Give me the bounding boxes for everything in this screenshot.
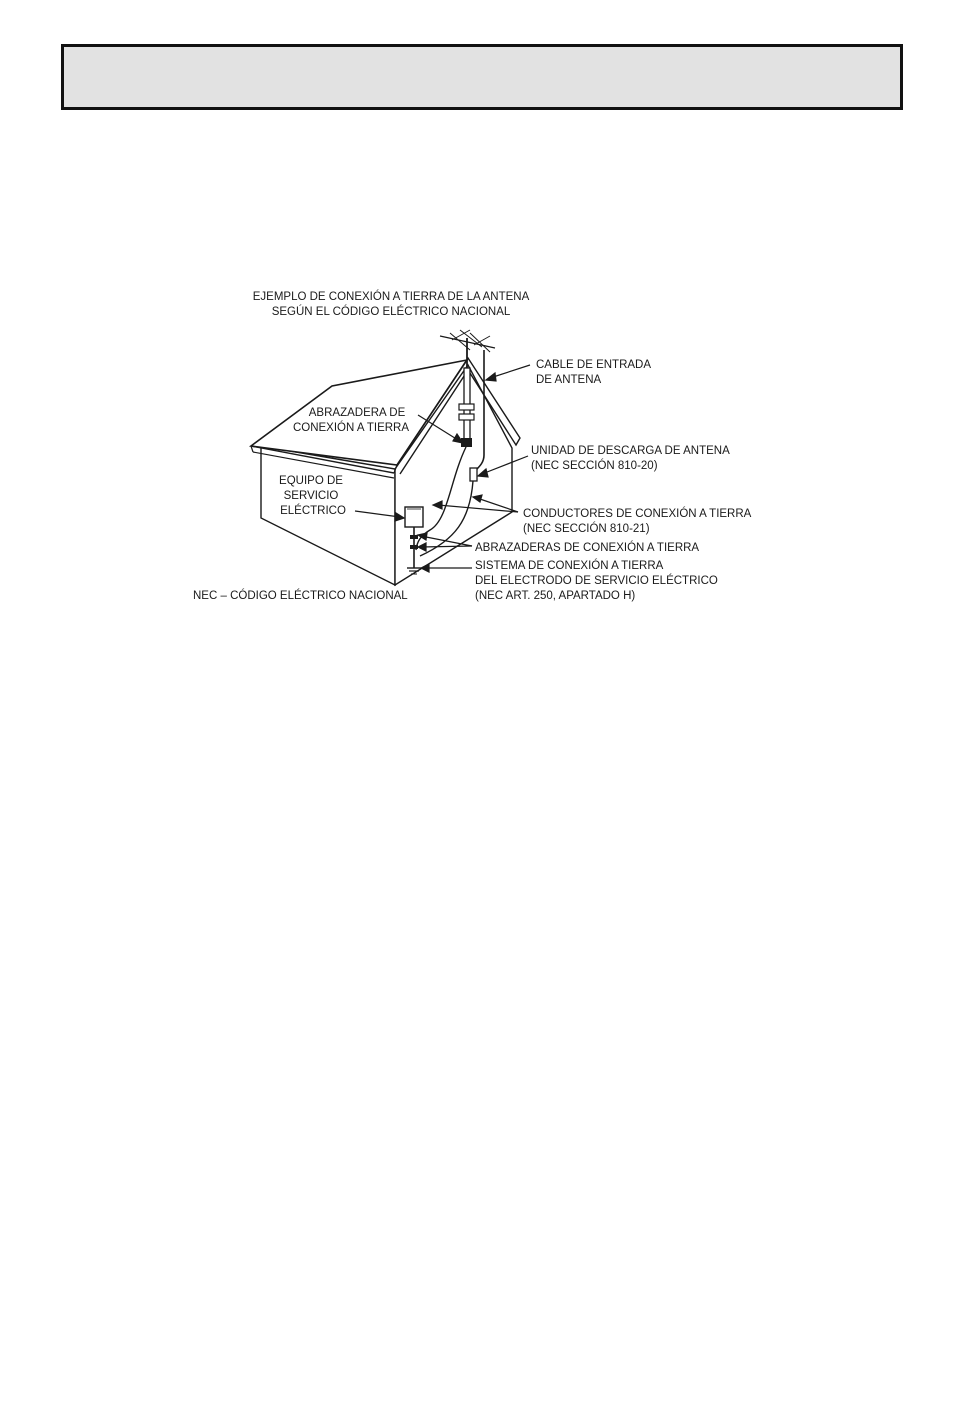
label-cable-line1: CABLE DE ENTRADA: [536, 359, 652, 371]
label-discharge-line1: UNIDAD DE DESCARGA DE ANTENA: [531, 445, 730, 457]
label-cable-line2: DE ANTENA: [536, 374, 602, 386]
label-system-line3: (NEC ART. 250, APARTADO H): [475, 590, 636, 602]
label-equipment-line1: EQUIPO DE: [279, 475, 343, 487]
label-conductors-line1: CONDUCTORES DE CONEXIÓN A TIERRA: [523, 508, 752, 520]
service-equipment-box: [405, 507, 423, 527]
label-clamp-line1: ABRAZADERA DE: [308, 407, 406, 419]
label-equipment-line2: SERVICIO: [283, 490, 339, 502]
ground-clamp-1: [410, 535, 418, 539]
label-nec-note: NEC – CÓDIGO ELÉCTRICO NACIONAL: [193, 590, 408, 602]
label-ground-clamps: ABRAZADERAS DE CONEXIÓN A TIERRA: [475, 542, 700, 554]
antenna-discharge-unit: [470, 468, 477, 481]
diagram-title-line2: SEGÚN EL CÓDIGO ELÉCTRICO NACIONAL: [271, 306, 511, 318]
label-discharge-line2: (NEC SECCIÓN 810-20): [531, 460, 658, 472]
label-system-line2: DEL ELECTRODO DE SERVICIO ELÉCTRICO: [475, 575, 718, 587]
label-conductors-line2: (NEC SECCIÓN 810-21): [523, 523, 650, 535]
label-clamp-line2: CONEXIÓN A TIERRA: [292, 422, 410, 434]
label-system-line1: SISTEMA DE CONEXIÓN A TIERRA: [475, 560, 664, 572]
diagram-title-line1: EJEMPLO DE CONEXIÓN A TIERRA DE LA ANTENA: [252, 291, 530, 303]
label-equipment-line3: ELÉCTRICO: [280, 505, 346, 517]
